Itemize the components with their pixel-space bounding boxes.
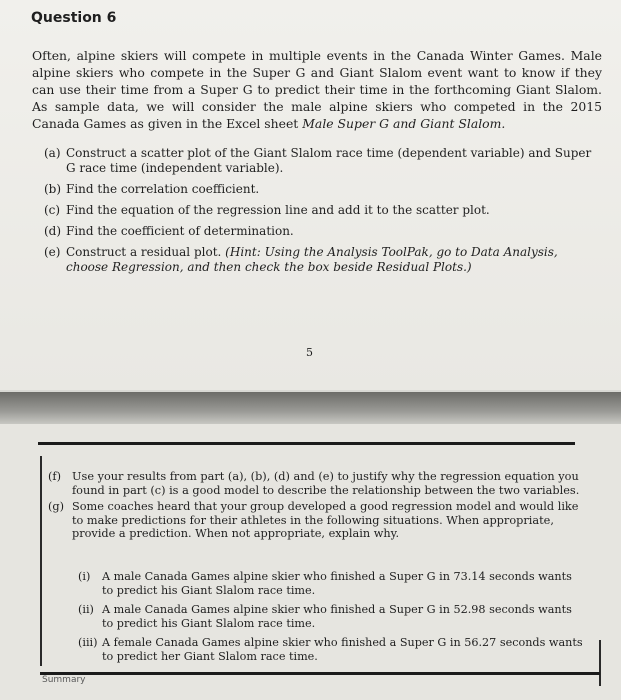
question-parts: [44, 146, 599, 281]
subpart-iii: [78, 636, 583, 663]
part-g: [48, 500, 588, 541]
subpart-label: (i): [78, 570, 91, 583]
subpart-text: A male Canada Games alpine skier who finished a Super G in 73.14 seconds wants to predict his Giant Slalom race time.: [102, 570, 572, 597]
part-b: [44, 182, 599, 197]
part-text: [66, 245, 599, 275]
part-label: (d): [44, 224, 62, 238]
subparts: [78, 570, 583, 669]
right-border-rule: [599, 640, 601, 686]
question-intro: [32, 47, 602, 132]
left-border-rule: [40, 456, 42, 666]
part-c: [44, 203, 599, 218]
subpart-text: A female Canada Games alpine skier who finished a Super G in 56.27 seconds wants to predict her Giant Slalom race time.: [102, 636, 583, 663]
part-text: Some coaches heard that your group developed a good regression model and would like to make predictions for their athletes in the following situations. When appropriate, provide a prediction. When not appropriate, explain why.: [72, 500, 579, 540]
part-d: [44, 224, 599, 239]
part-a: [44, 146, 599, 176]
question-title: Question 6: [31, 10, 117, 26]
part-f: [48, 470, 588, 497]
sheet-tab-fragment: Summary: [42, 675, 86, 685]
top-border-rule: [38, 442, 575, 445]
part-label: (b): [44, 182, 62, 196]
part-label: (f): [48, 470, 61, 483]
part-label: (e): [44, 245, 61, 259]
part-text: Find the correlation coefficient.: [66, 182, 260, 196]
excel-sheet-name: Male Super G and Giant Slalom.: [302, 116, 506, 131]
subpart-label: (ii): [78, 603, 94, 616]
part-e-hint: (Hint: Using the Analysis ToolPak, go to Data Analysis, choose Regression, and then check the box beside Residual Plots.): [66, 245, 558, 274]
part-e-text: Construct a residual plot.: [66, 245, 222, 259]
page-number: 5: [306, 346, 313, 359]
subpart-label: (iii): [78, 636, 98, 649]
bottom-border-rule: [40, 672, 600, 675]
part-text: Use your results from part (a), (b), (d) and (e) to justify why the regression equation you found in part (c) is a good model to describe the relationship between the two variables.: [72, 470, 580, 497]
part-e: [44, 245, 599, 275]
part-label: (g): [48, 500, 65, 513]
part-text: Construct a scatter plot of the Giant Slalom race time (dependent variable) and Super G race time (independent variable).: [66, 146, 592, 175]
page-break-divider: [0, 392, 621, 424]
part-label: (a): [44, 146, 61, 160]
continued-parts: [48, 470, 588, 544]
subpart-i: [78, 570, 583, 597]
part-text: Find the equation of the regression line and add it to the scatter plot.: [66, 203, 490, 217]
subpart-ii: [78, 603, 583, 630]
part-text: Find the coefficient of determination.: [66, 224, 294, 238]
part-label: (c): [44, 203, 61, 217]
subpart-text: A male Canada Games alpine skier who finished a Super G in 52.98 seconds wants to predict his Giant Slalom race time.: [102, 603, 572, 630]
intro-text: Often, alpine skiers will compete in multiple events in the Canada Winter Games. Male alpine skiers who compete in the Super G and Giant Slalom event want to know if they can use their time from a Super G to predict their time in the forthcoming Giant Slalom. As sample data, we will consider the male alpine skiers who competed in the 2015 Canada Games as given in the Excel sheet: [32, 48, 602, 131]
